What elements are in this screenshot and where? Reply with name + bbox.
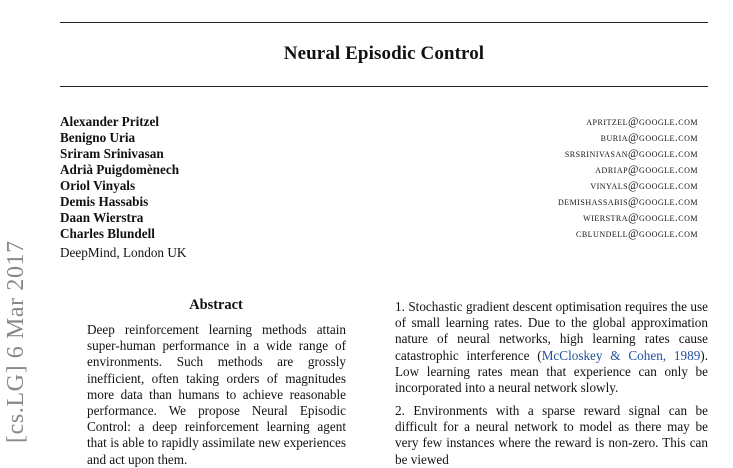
author-name: Oriol Vinyals [60,178,136,193]
author-name: Alexander Pritzel [60,114,159,129]
author-name: Daan Wierstra [60,210,144,225]
author-email: adriap@google.com [595,164,698,176]
paragraph-text: 1. Stochastic gradient descent optimisation requires the use of small learning rates. Due to the global approximation nature of neural networks, high learning rates cause catastrophic interference ( [395,299,708,363]
paper-title: Neural Episodic Control [283,43,485,64]
author-email: srsrinivasan@google.com [564,148,698,160]
right-paragraph-1 [395,299,708,396]
right-paragraph-2: 2. Environments with a sparse reward signal can be difficult for a neural network to model as there may be very few instances where the reward is non-zero. This can be viewed [395,403,708,467]
affiliation: DeepMind, London UK [60,245,187,260]
author-name: Demis Hassabis [60,194,149,209]
paragraph-text: ). Low learning rates mean that experience can only be incorporated into a neural network slowly. [395,347,708,396]
title-top-rule [60,22,708,23]
author-email: apritzel@google.com [586,116,698,128]
title-bottom-rule [60,86,708,87]
author-email: buria@google.com [600,132,698,144]
arxiv-stamp: [cs.LG] 6 Mar 2017 [3,240,29,443]
abstract-heading: Abstract [189,297,243,313]
author-email: wierstra@google.com [583,212,698,224]
citation-link[interactable]: McCloskey & Cohen, 1989 [541,347,701,363]
author-email: cblundell@google.com [576,228,698,240]
abstract-text: Deep reinforcement learning methods attain super-human performance in a wide range of environments. Such methods are grossly inefficient, often taking orders of magnitudes more data than humans to achieve reasonable performance. We propose Neural Episodic Control: a deep reinforcement learning agent that is able to rapidly assimilate new experiences and act upon them. [87,322,346,467]
author-name: Benigno Uria [60,130,136,145]
author-name: Adrià Puigdomènech [60,162,180,177]
author-name: Charles Blundell [60,226,155,241]
author-email: vinyals@google.com [590,180,698,192]
author-email: demishassabis@google.com [557,196,698,208]
author-name: Sriram Srinivasan [60,146,164,161]
